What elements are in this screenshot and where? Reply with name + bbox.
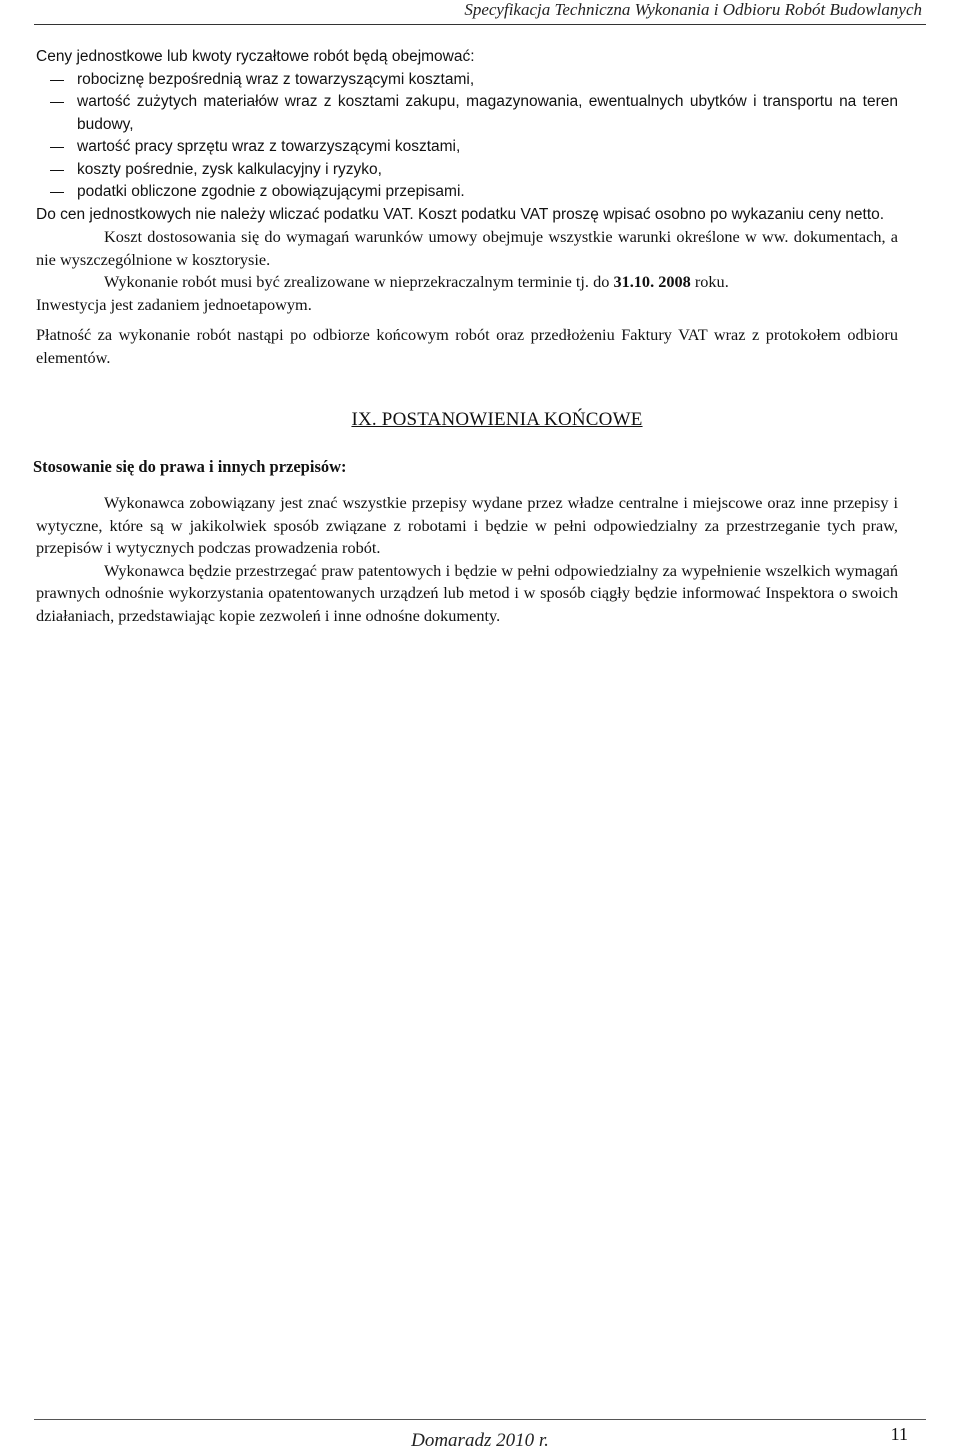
- list-item: wartość zużytych materiałów wraz z kosztami zakupu, magazynowania, ewentualnych ubytków i transportu na teren budowy,: [36, 91, 898, 136]
- list-item: koszty pośrednie, zysk kalkulacyjny i ryzyko,: [36, 159, 898, 182]
- list-item: robociznę bezpośrednią wraz z towarzyszącymi kosztami,: [36, 69, 898, 92]
- adjust-paragraph: Koszt dostosowania się do wymagań warunków umowy obejmuje wszystkie warunki określone w ww. dokumentach, a nie wyszczególnione w kosztorysie.: [36, 227, 898, 269]
- header-rule: [34, 24, 926, 25]
- dash-bullet-icon: [50, 192, 64, 193]
- dash-bullet-icon: [50, 147, 64, 148]
- payment-paragraph: Płatność za wykonanie robót nastąpi po odbiorze końcowym robót oraz przedłożeniu Faktury VAT wraz z protokołem odbioru elementów.: [36, 325, 898, 367]
- section-title: IX. POSTANOWIENIA KOŃCOWE: [351, 409, 643, 430]
- deadline-paragraph: Wykonanie robót musi być zrealizowane w nieprzekraczalnym terminie tj. do 31.10. 2008 roku.: [104, 272, 729, 291]
- footer-rule: [34, 1419, 926, 1420]
- header-title: Specyfikacja Techniczna Wykonania i Odbioru Robót Budowlanych: [464, 0, 922, 19]
- dash-bullet-icon: [50, 102, 64, 103]
- list-item: podatki obliczone zgodnie z obowiązującymi przepisami.: [36, 181, 898, 204]
- dash-bullet-icon: [50, 80, 64, 81]
- footer-text: Domaradz 2010 r.: [411, 1430, 549, 1451]
- vat-paragraph: Do cen jednostkowych nie należy wliczać podatku VAT. Koszt podatku VAT proszę wpisać osobno po wykazaniu ceny netto.: [36, 205, 885, 223]
- subheading: Stosowanie się do prawa i innych przepisów:: [33, 456, 347, 476]
- cost-items-list: [36, 69, 898, 204]
- cost-section: [36, 46, 898, 226]
- patent-paragraph: Wykonawca będzie przestrzegać praw patentowych i będzie w pełni odpowiedzialny za wypełnienie wszelkich wymagań prawnych odnośnie wykorzystania opatentowanych urządzeń lub metod i w sposób ciągły będzie informować Inspektora o swoich działaniach, przedstawiając kopie zezwoleń i inne odnośne dokumenty.: [36, 560, 898, 625]
- page-header: [0, 0, 960, 28]
- list-item: wartość pracy sprzętu wraz z towarzyszącymi kosztami,: [36, 136, 898, 159]
- intro-text: Ceny jednostkowe lub kwoty ryczałtowe robót będą obejmować:: [36, 48, 475, 65]
- investment-paragraph: Inwestycja jest zadaniem jednoetapowym.: [36, 294, 312, 314]
- page-number: 11: [890, 1424, 908, 1444]
- law-paragraph: Wykonawca zobowiązany jest znać wszystkie przepisy wydane przez władze centralne i miejscowe oraz inne przepisy i wytyczne, które są w jakikolwiek sposób związane z robotami i będzie w pełni odpowiedzialny za przestrzeganie tych praw, przepisów i wytycznych podczas prowadzenia robót.: [36, 493, 898, 557]
- document-body: [33, 46, 898, 627]
- deadline-date: 31.10. 2008: [613, 272, 691, 291]
- dash-bullet-icon: [50, 170, 64, 171]
